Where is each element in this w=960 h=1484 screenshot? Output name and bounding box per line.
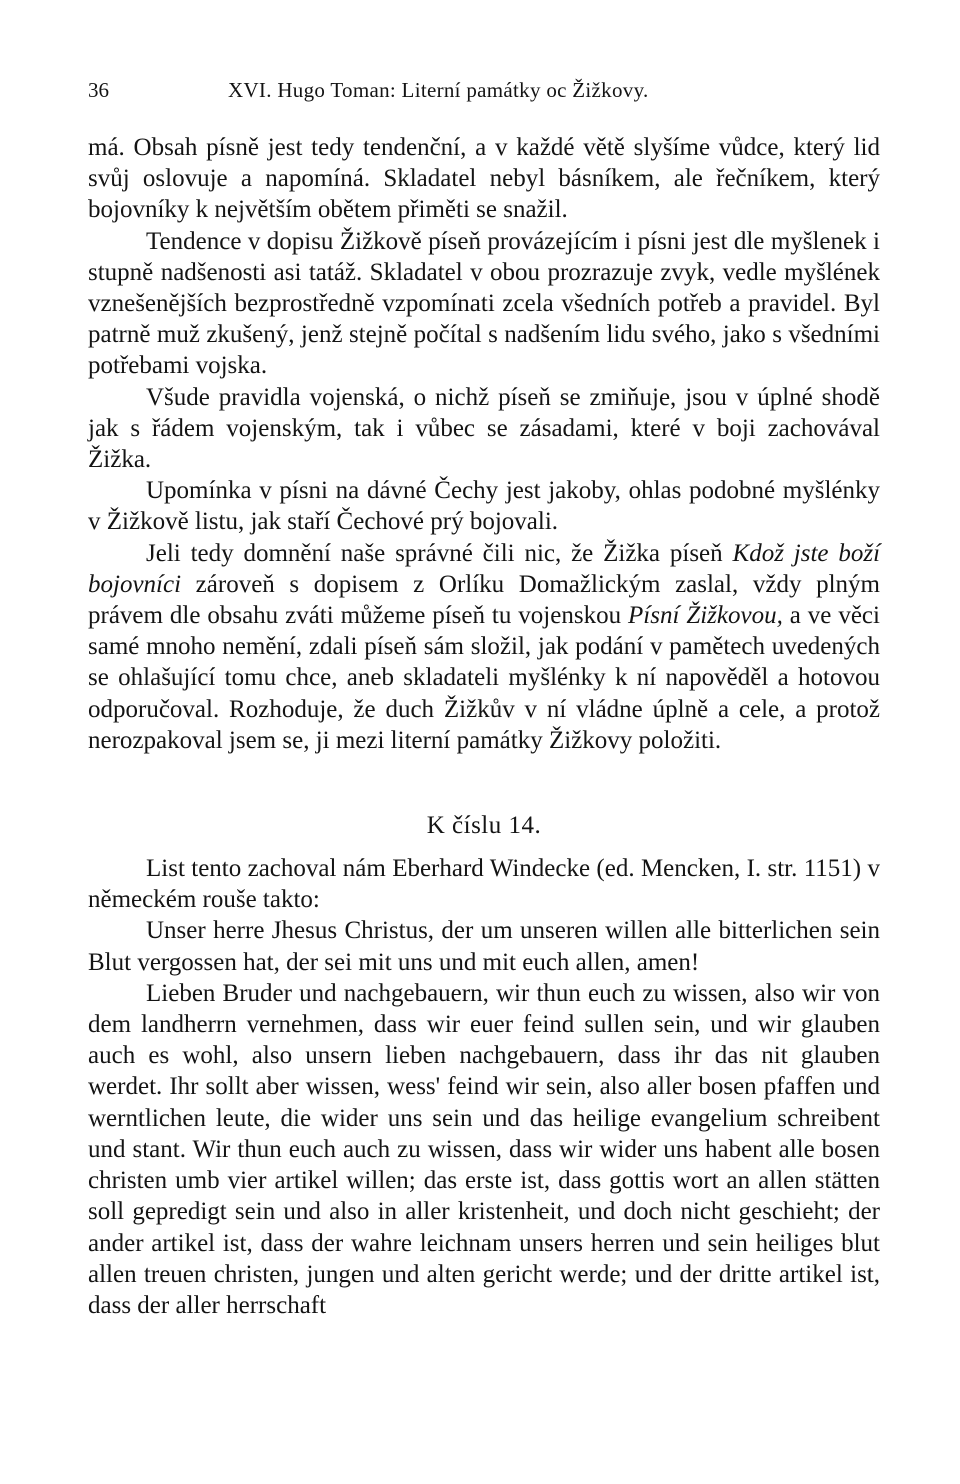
paragraph: List tento zachoval nám Eberhard Windecke (ed. Mencken, I. str. 1151) v německém rouše takto: [88, 855, 880, 914]
running-title: XVI. Hugo Toman: Literní památky oc Žižkovy. [228, 78, 649, 102]
paragraph-text: a ve věci samé mnoho nemění, zdali píseň sám složil, jak podání v pamětech uvedených se ohlašující tomu chce, aneb skladateli myšlénky k ní napověděl a hotovou odporučoval. Rozhoduje, že duch Žižkův v ní vládne úplně a cele, a protož nerozpakoval jsem se, ji mezi literní památky Žižkovy položiti. [88, 602, 880, 754]
running-head [88, 70, 880, 110]
song-title-italic: Kdož jste boží bojovníci [88, 539, 881, 598]
song-name-italic: Písní Žižkovou, [628, 602, 783, 630]
paragraph: Všude pravidla vojenská, o nichž píseň se zmiňuje, jsou v úplné shodě jak s řádem vojenským, tak i vůbec se zásadami, které v boji zachovával Žižka. [88, 383, 880, 474]
paragraph: Tendence v dopisu Žižkově píseň provázejícím i písni jest dle myšlenek i stupně nadšenosti asi tatáž. Skladatel v obou prozrazuje zvyk, vedle myšlének vznešenějších bezprostředně vzpomínati zcela všedních potřeb a pravidel. Byl patrně muž zkušený, jenž stejně počítal s nadšením lidu svého, jako s všedními potřebami vojska. [88, 227, 880, 380]
letter-paragraph: Unser herre Jhesus Christus, der um unseren willen alle bitterlichen sein Blut vergossen hat, der sei mit uns und mit euch allen, amen! [88, 917, 880, 976]
main-text [88, 132, 880, 756]
paragraph-text: zároveň s dopisem z Orlíku Domažlickým zaslal, vždy plným právem dle obsahu zváti můžeme píseň tu vojenskou [88, 570, 880, 630]
paragraph-text: Jeli tedy domnění naše správné čili nic, že Žižka píseň [146, 539, 733, 567]
letter-paragraph: Lieben Bruder und nachgebauern, wir thun euch zu wissen, also wir von dem landherrn vernehmen, dass wir euer feind sullen sein, und wir glauben auch es wohl, also unsern lieben nachgebauern, dass ihr das nit glauben werdet. Ihr sollt aber wissen, wess' feind wir sein, also aller bosen pfaffen und werntlichen leute, die wider uns sein und das heilige evangelium schreibent und stant. Wir thun euch auch zu wissen, dass wir wider uns habent alle bosen christen umb vier artikel willen; das erste ist, dass gottis wort an allen stätten soll gepredigt sein und also in aller kristenheit, und doch nicht geschieht; der ander artikel ist, dass der wahre leichnam unsers herren und sein heiliges blut allen treuen christen, jungen und alten gericht werde; und der dritte artikel ist, dass der aller herrschaft [88, 979, 880, 1319]
book-page [88, 70, 880, 1321]
paragraph [88, 538, 880, 756]
page-number: 36 [88, 78, 109, 102]
paragraph: Upomínka v písni na dávné Čechy jest jakoby, ohlas podobné myšlénky v Žižkově listu, jak staří Čechové prý bojovali. [88, 477, 880, 536]
paragraph: má. Obsah písně jest tedy tendenční, a v každé větě slyšíme vůdce, který lid svůj oslovuje a napomíná. Skladatel nebyl básníkem, ale řečníkem, který bojovníky k největším obětem přiměti se snažil. [88, 134, 880, 224]
letter-section [88, 853, 880, 1321]
section-heading: K číslu 14. [426, 812, 542, 840]
